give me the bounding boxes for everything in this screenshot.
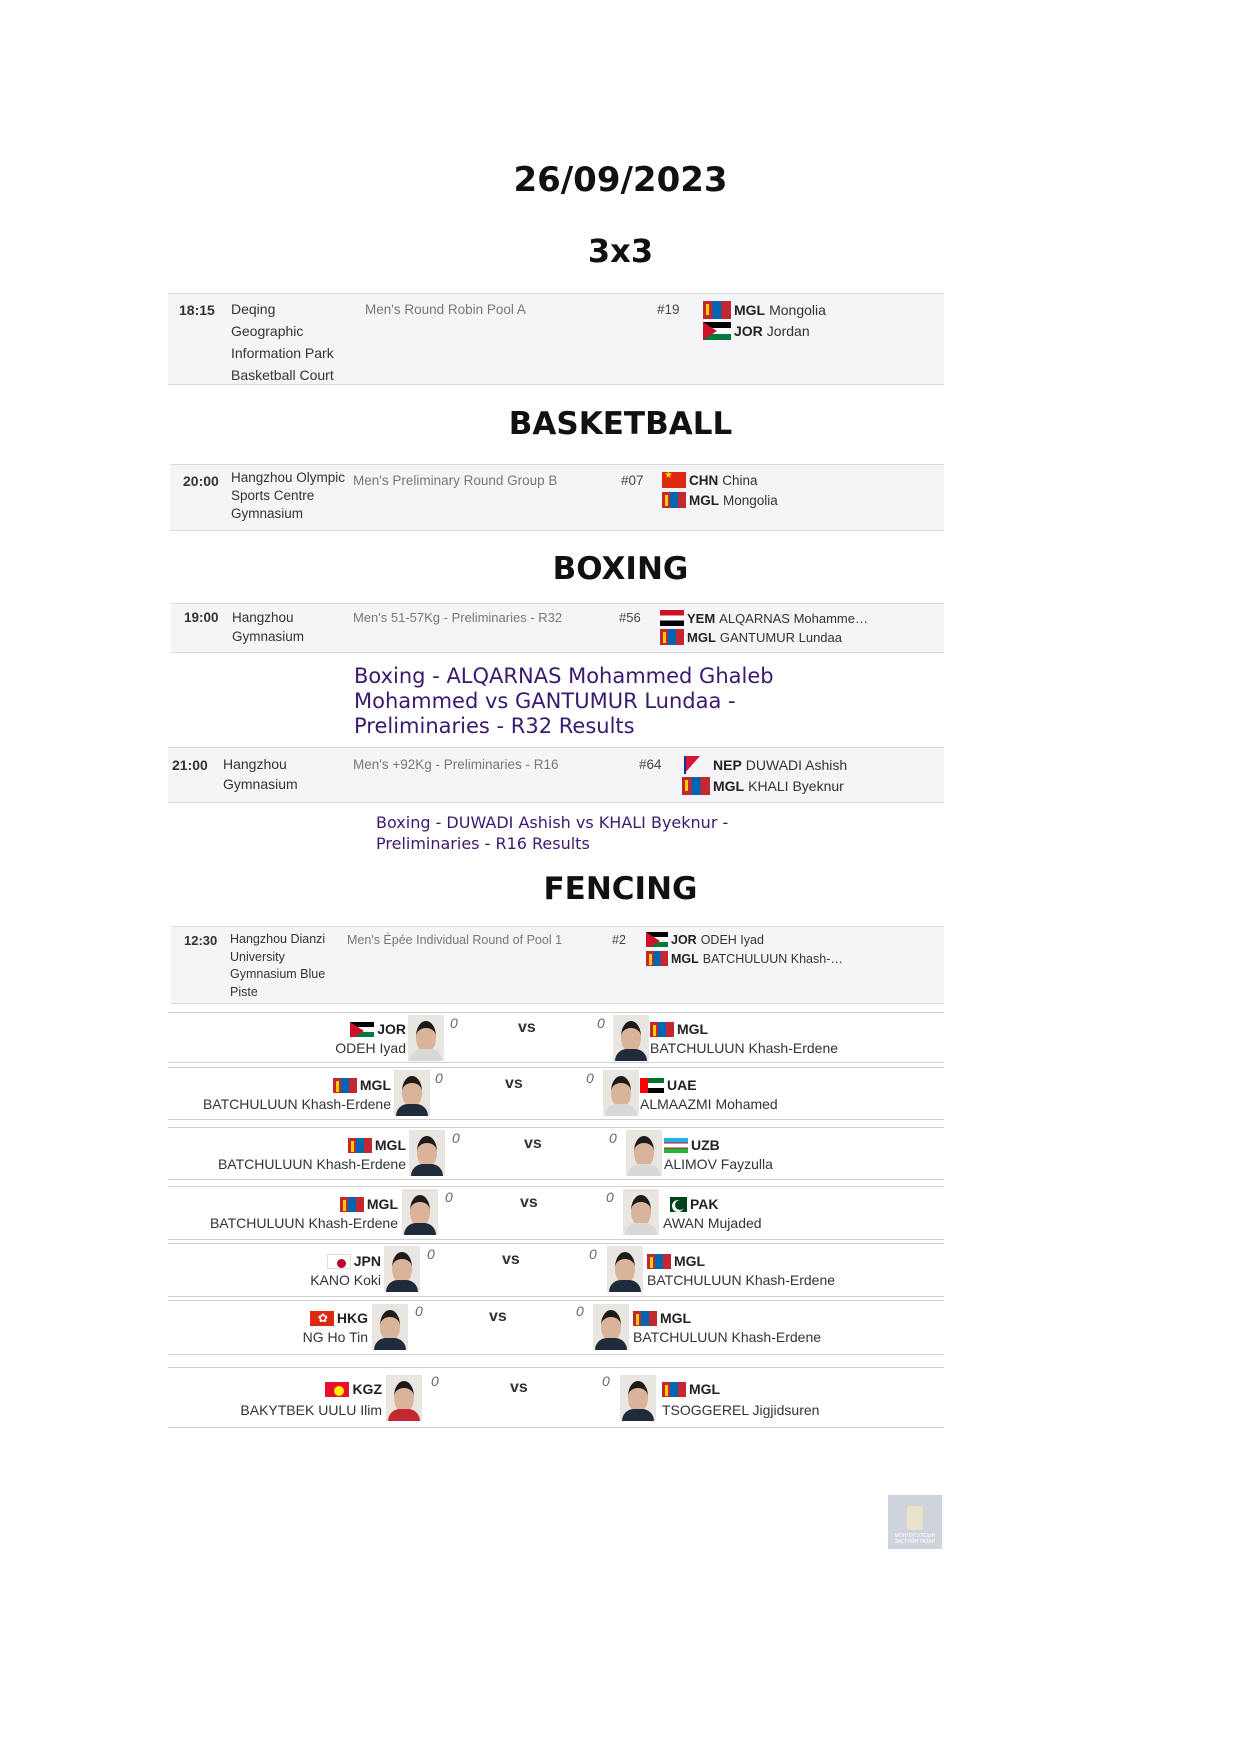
mongolia-flag-icon <box>333 1078 357 1093</box>
athlete-photo-icon <box>593 1304 629 1350</box>
athlete-photo-icon <box>384 1246 420 1292</box>
bout-right-name: BATCHULUUN Khash-Erdene <box>647 1272 836 1288</box>
hong-kong-flag-icon <box>310 1311 334 1326</box>
mongolia-flag-icon <box>662 1382 686 1397</box>
yemen-flag-icon <box>660 610 684 626</box>
event-time: 20:00 <box>183 473 219 489</box>
athlete-photo-icon <box>603 1070 639 1116</box>
bout-vs: vs <box>510 1379 528 1396</box>
bout-right-score: 0 <box>606 1189 614 1205</box>
bout-vs: vs <box>505 1075 523 1092</box>
event-team-2[interactable]: MGL KHALI Byeknur <box>682 777 844 795</box>
bout-right-name: ALMAAZMI Mohamed <box>640 1096 778 1112</box>
mongolia-flag-icon <box>646 951 668 966</box>
mongolia-flag-icon <box>633 1311 657 1326</box>
jordan-flag-icon <box>646 932 668 947</box>
mongolia-flag-icon <box>703 301 731 319</box>
athlete-photo-icon <box>408 1015 444 1061</box>
event-time: 12:30 <box>184 933 218 948</box>
section-title-3x3: 3x3 <box>587 232 654 270</box>
bout-right-name: ALIMOV Fayzulla <box>664 1156 773 1172</box>
bout-right-score: 0 <box>589 1246 597 1262</box>
event-round: Men's Preliminary Round Group B <box>353 473 558 488</box>
bout-right-name: BATCHULUUN Khash-Erdene <box>633 1329 822 1345</box>
bout-left-name: NG Ho Tin <box>302 1329 368 1345</box>
kyrgyzstan-flag-icon <box>325 1382 349 1397</box>
logo-caption: МОНГОЛ УЛСЫН ЗАСГИЙН ГАЗАР <box>894 1533 936 1545</box>
event-venue: Hangzhou Gymnasium <box>223 756 298 792</box>
event-team-2[interactable]: MGL BATCHULUUN Khash-… <box>646 951 843 966</box>
bout-left-team: JPN <box>327 1253 381 1269</box>
event-number: #2 <box>612 933 626 947</box>
event-venue: Deqing Geographic Information Park Basketball Court <box>231 301 334 383</box>
mongolia-flag-icon <box>662 492 686 508</box>
bout-row[interactable] <box>168 1127 944 1180</box>
bout-vs: vs <box>502 1251 520 1268</box>
bout-left-score: 0 <box>435 1070 443 1086</box>
bout-vs: vs <box>518 1019 536 1036</box>
event-time: 21:00 <box>172 757 208 773</box>
boxing-result-link-1[interactable]: Boxing - ALQARNAS Mohammed Ghaleb Mohammed vs GANTUMUR Lundaa - Preliminaries - R32 Results <box>354 664 774 739</box>
japan-flag-icon <box>327 1254 351 1269</box>
event-round: Men's Épée Individual Round of Pool 1 <box>347 933 563 947</box>
soyombo-emblem-icon <box>907 1506 923 1530</box>
nepal-flag-icon <box>682 756 702 774</box>
bout-right-team: PAK <box>663 1196 719 1212</box>
bout-left-team: MGL <box>340 1196 398 1212</box>
event-venue: Hangzhou Gymnasium <box>232 610 305 644</box>
jordan-flag-icon <box>350 1022 374 1037</box>
bout-right-team: MGL <box>650 1021 708 1037</box>
section-title-fencing: FENCING <box>543 871 698 907</box>
bout-left-score: 0 <box>450 1015 458 1031</box>
event-number: #56 <box>619 610 641 625</box>
bout-right-name: TSOGGEREL Jigjidsuren <box>662 1402 820 1418</box>
event-team-1[interactable]: ★ CHN China <box>662 472 758 488</box>
bout-row[interactable] <box>168 1012 944 1063</box>
event-team-2[interactable]: MGL Mongolia <box>662 492 778 508</box>
boxing-result-link-2[interactable]: Boxing - DUWADI Ashish vs KHALI Byeknur - Preliminaries - R16 Results <box>376 813 729 853</box>
bout-vs: vs <box>489 1308 507 1325</box>
bout-row[interactable] <box>168 1243 944 1297</box>
event-team-1[interactable]: NEP DUWADI Ashish <box>682 756 847 774</box>
athlete-photo-icon <box>626 1130 662 1176</box>
bout-right-team: UZB <box>664 1137 720 1153</box>
bout-left-score: 0 <box>452 1130 460 1146</box>
bout-right-score: 0 <box>602 1373 610 1389</box>
bout-left-score: 0 <box>431 1373 439 1389</box>
bout-row[interactable] <box>168 1067 944 1120</box>
event-row-fencing[interactable] <box>171 926 944 1004</box>
bout-left-team: JOR <box>350 1021 406 1037</box>
mongolia-flag-icon <box>660 629 684 645</box>
event-number: #19 <box>657 302 680 317</box>
athlete-photo-icon <box>620 1375 656 1421</box>
bout-left-name: BATCHULUUN Khash-Erdene <box>217 1156 406 1172</box>
athlete-photo-icon <box>613 1015 649 1061</box>
jordan-flag-icon <box>703 322 731 340</box>
bout-left-score: 0 <box>445 1189 453 1205</box>
event-team-2[interactable]: MGL GANTUMUR Lundaa <box>660 629 842 645</box>
uae-flag-icon <box>640 1078 664 1093</box>
government-logo <box>888 1495 942 1549</box>
bout-left-team: KGZ <box>325 1381 382 1397</box>
event-row-3x3[interactable] <box>168 293 944 385</box>
bout-right-team: MGL <box>647 1253 705 1269</box>
bout-left-name: BATCHULUUN Khash-Erdene <box>209 1215 398 1231</box>
bout-left-name: BAKYTBEK UULU Ilim <box>240 1402 382 1418</box>
event-team-1[interactable]: YEM ALQARNAS Mohamme… <box>660 610 868 626</box>
event-time: 18:15 <box>179 302 215 318</box>
bout-row[interactable] <box>168 1367 944 1428</box>
bout-right-score: 0 <box>576 1303 584 1319</box>
bout-right-team: MGL <box>633 1310 691 1326</box>
bout-left-team: ✿ HKG <box>310 1310 368 1326</box>
pakistan-flag-icon <box>663 1197 687 1212</box>
event-round: Men's +92Kg - Preliminaries - R16 <box>353 757 559 772</box>
bout-left-name: BATCHULUUN Khash-Erdene <box>202 1096 391 1112</box>
event-number: #64 <box>639 757 662 772</box>
bout-left-score: 0 <box>427 1246 435 1262</box>
event-venue: Hangzhou Dianzi University Gymnasium Blue Piste <box>230 932 326 999</box>
page-date: 26/09/2023 <box>513 160 728 200</box>
event-row-basketball[interactable] <box>170 464 944 531</box>
event-team-1[interactable]: JOR ODEH Iyad <box>646 932 764 947</box>
mongolia-flag-icon <box>650 1022 674 1037</box>
mongolia-flag-icon <box>647 1254 671 1269</box>
event-time: 19:00 <box>184 610 219 625</box>
bout-vs: vs <box>520 1194 538 1211</box>
bout-row[interactable] <box>168 1186 944 1240</box>
athlete-photo-icon <box>394 1070 430 1116</box>
mongolia-flag-icon <box>348 1138 372 1153</box>
bout-row[interactable] <box>168 1300 944 1355</box>
bout-left-team: MGL <box>348 1137 406 1153</box>
athlete-photo-icon <box>372 1304 408 1350</box>
athlete-photo-icon <box>409 1130 445 1176</box>
event-round: Men's 51-57Kg - Preliminaries - R32 <box>353 610 563 625</box>
bout-left-team: MGL <box>333 1077 391 1093</box>
athlete-photo-icon <box>623 1189 659 1235</box>
bout-right-score: 0 <box>597 1015 605 1031</box>
bout-right-score: 0 <box>609 1130 617 1146</box>
event-row-boxing-2[interactable] <box>168 747 944 803</box>
section-title-boxing: BOXING <box>552 551 689 587</box>
uzbekistan-flag-icon <box>664 1138 688 1153</box>
athlete-photo-icon <box>402 1189 438 1235</box>
china-flag-icon <box>662 472 686 488</box>
event-venue: Hangzhou Olympic Sports Centre Gymnasium <box>231 470 346 521</box>
bout-right-team: MGL <box>662 1381 720 1397</box>
athlete-photo-icon <box>386 1375 422 1421</box>
event-number: #07 <box>621 473 644 488</box>
event-round: Men's Round Robin Pool A <box>365 302 526 317</box>
bout-right-score: 0 <box>586 1070 594 1086</box>
mongolia-flag-icon <box>340 1197 364 1212</box>
bout-right-name: AWAN Mujaded <box>663 1215 762 1231</box>
bout-right-name: BATCHULUUN Khash-Erdene <box>650 1040 839 1056</box>
bout-left-score: 0 <box>415 1303 423 1319</box>
event-team-1[interactable]: MGL Mongolia <box>703 301 826 319</box>
bout-vs: vs <box>524 1135 542 1152</box>
bout-left-name: KANO Koki <box>310 1272 381 1288</box>
event-row-boxing-1[interactable] <box>171 603 944 653</box>
mongolia-flag-icon <box>682 777 710 795</box>
bout-left-name: ODEH Iyad <box>335 1040 406 1056</box>
athlete-photo-icon <box>607 1246 643 1292</box>
event-team-2[interactable]: JOR Jordan <box>703 322 810 340</box>
section-title-basketball: BASKETBALL <box>508 406 733 442</box>
bout-right-team: UAE <box>640 1077 697 1093</box>
